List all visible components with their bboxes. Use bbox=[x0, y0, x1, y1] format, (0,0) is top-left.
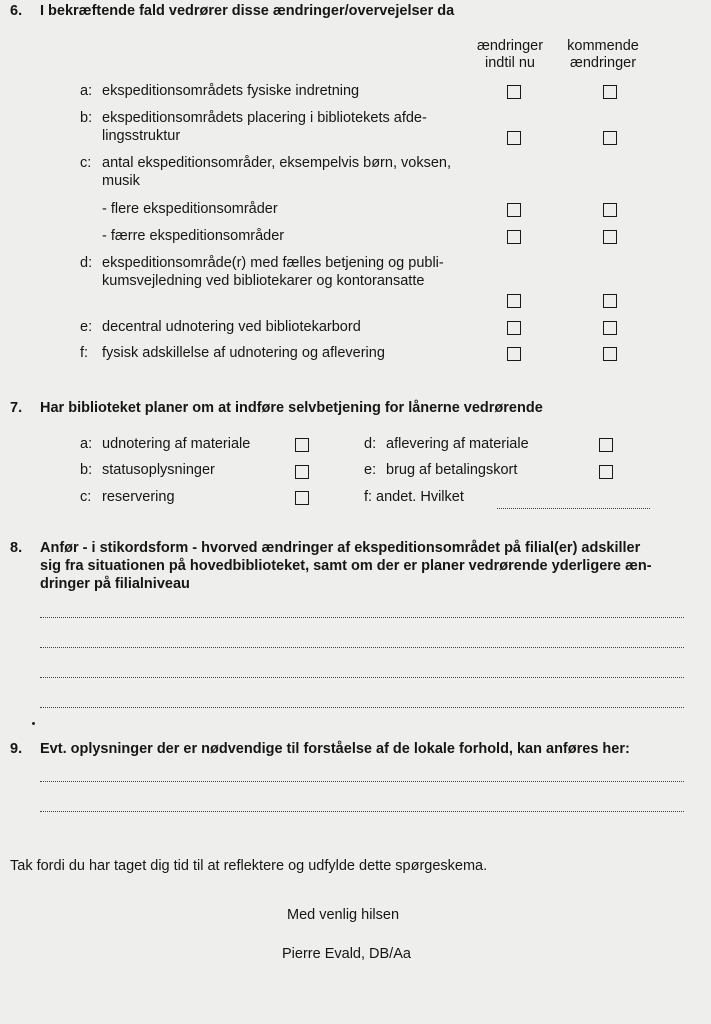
q6-item-letter: a: bbox=[80, 83, 93, 99]
q6-number: 6. bbox=[10, 3, 23, 19]
q6c-fewer-checkbox-so-far[interactable] bbox=[507, 230, 521, 244]
q6-item-text: - færre ekspeditionsområder bbox=[102, 228, 285, 244]
q6-item-text: decentral udnotering ved bibliotekarbord bbox=[102, 319, 361, 335]
q8-answer-line[interactable] bbox=[40, 677, 684, 678]
q7-item-text: reservering bbox=[102, 489, 175, 505]
q6-item-text: fysisk adskillelse af udnotering og aflevering bbox=[102, 345, 385, 361]
column-header-line: kommende bbox=[567, 38, 639, 54]
q8-answer-line[interactable] bbox=[40, 647, 684, 648]
column-header-line: ændringer bbox=[569, 55, 637, 71]
q8-answer-line[interactable] bbox=[40, 617, 684, 618]
q8-number: 8. bbox=[10, 540, 23, 556]
q7-title: Har biblioteket planer om at indføre selvbetjening for lånerne vedrørende bbox=[40, 400, 543, 416]
q6-item-text: - flere ekspeditionsområder bbox=[102, 201, 278, 217]
q6-title: I bekræftende fald vedrører disse ændringer/overvejelser da bbox=[40, 3, 455, 19]
q9-title: Evt. oplysninger der er nødvendige til forståelse af de lokale forhold, kan anføres her: bbox=[40, 741, 630, 757]
q7f-answer-line[interactable] bbox=[497, 508, 650, 509]
q8-answer-line[interactable] bbox=[40, 707, 684, 708]
q9-answer-line[interactable] bbox=[40, 781, 684, 782]
q7b-checkbox[interactable] bbox=[295, 465, 309, 479]
q6-item-text: kumsvejledning ved bibliotekarer og kontoransatte bbox=[102, 273, 425, 289]
regards-text: Med venlig hilsen bbox=[287, 907, 400, 923]
q7-item-letter: a: bbox=[80, 436, 93, 452]
thank-you-text: Tak fordi du har taget dig tid til at reflektere og udfylde dette spørgeskema. bbox=[10, 858, 488, 874]
q6-item-letter: b: bbox=[80, 110, 93, 126]
q7-item-text: andet. Hvilket bbox=[376, 489, 464, 505]
signature-text: Pierre Evald, DB/Aa bbox=[282, 946, 411, 962]
q6-item-text: ekspeditionsområdets placering i bibliotekets afde- bbox=[102, 110, 427, 126]
q6f-checkbox-so-far[interactable] bbox=[507, 347, 521, 361]
q7c-checkbox[interactable] bbox=[295, 491, 309, 505]
column-header-line: ændringer bbox=[476, 38, 544, 54]
q6-item-text: antal ekspeditionsområder, eksempelvis børn, voksen, bbox=[102, 155, 451, 171]
q6-item-letter: d: bbox=[80, 255, 93, 271]
q6-item-text: ekspeditionsområde(r) med fælles betjening og publi- bbox=[102, 255, 444, 271]
q6-item-letter: e: bbox=[80, 319, 93, 335]
q6e-checkbox-future[interactable] bbox=[603, 321, 617, 335]
q7-item-letter: e: bbox=[364, 462, 377, 478]
q6c-fewer-checkbox-future[interactable] bbox=[603, 230, 617, 244]
q7-item-text: aflevering af materiale bbox=[386, 436, 529, 452]
q8-text-line: sig fra situationen på hovedbiblioteket, samt om der er planer vedrørende yderligere æn- bbox=[40, 558, 652, 574]
q8-text-line: Anfør - i stikordsform - hvorved ændringer af ekspeditionsområdet på filial(er) adskiller bbox=[40, 540, 641, 556]
q7-item-text: statusoplysninger bbox=[102, 462, 215, 478]
q9-answer-line[interactable] bbox=[40, 811, 684, 812]
q7-item-text: udnotering af materiale bbox=[102, 436, 251, 452]
column-header-future-changes bbox=[563, 38, 643, 72]
q6-item-text: lingsstruktur bbox=[102, 128, 181, 144]
q6a-checkbox-future[interactable] bbox=[603, 85, 617, 99]
q6a-checkbox-so-far[interactable] bbox=[507, 85, 521, 99]
q6c-more-checkbox-so-far[interactable] bbox=[507, 203, 521, 217]
stray-dot bbox=[32, 722, 35, 725]
q7-item-text: brug af betalingskort bbox=[386, 462, 518, 478]
q7-item-letter: b: bbox=[80, 462, 93, 478]
q6b-checkbox-so-far[interactable] bbox=[507, 131, 521, 145]
q7-number: 7. bbox=[10, 400, 23, 416]
q6b-checkbox-future[interactable] bbox=[603, 131, 617, 145]
q7e-checkbox[interactable] bbox=[599, 465, 613, 479]
q6d-checkbox-future[interactable] bbox=[603, 294, 617, 308]
q7-item-letter: f: bbox=[364, 489, 373, 505]
q7a-checkbox[interactable] bbox=[295, 438, 309, 452]
q6-item-letter: f: bbox=[80, 345, 89, 361]
q9-number: 9. bbox=[10, 741, 23, 757]
column-header-changes-so-far bbox=[470, 38, 550, 72]
q6e-checkbox-so-far[interactable] bbox=[507, 321, 521, 335]
q7-item-letter: d: bbox=[364, 436, 377, 452]
q7d-checkbox[interactable] bbox=[599, 438, 613, 452]
q6f-checkbox-future[interactable] bbox=[603, 347, 617, 361]
q6-item-text: musik bbox=[102, 173, 140, 189]
column-header-line: indtil nu bbox=[485, 55, 535, 71]
q8-text-line: dringer på filialniveau bbox=[40, 576, 190, 592]
q6d-checkbox-so-far[interactable] bbox=[507, 294, 521, 308]
q6-item-text: ekspeditionsområdets fysiske indretning bbox=[102, 83, 360, 99]
q7-item-letter: c: bbox=[80, 489, 92, 505]
q6-item-letter: c: bbox=[80, 155, 92, 171]
q6c-more-checkbox-future[interactable] bbox=[603, 203, 617, 217]
